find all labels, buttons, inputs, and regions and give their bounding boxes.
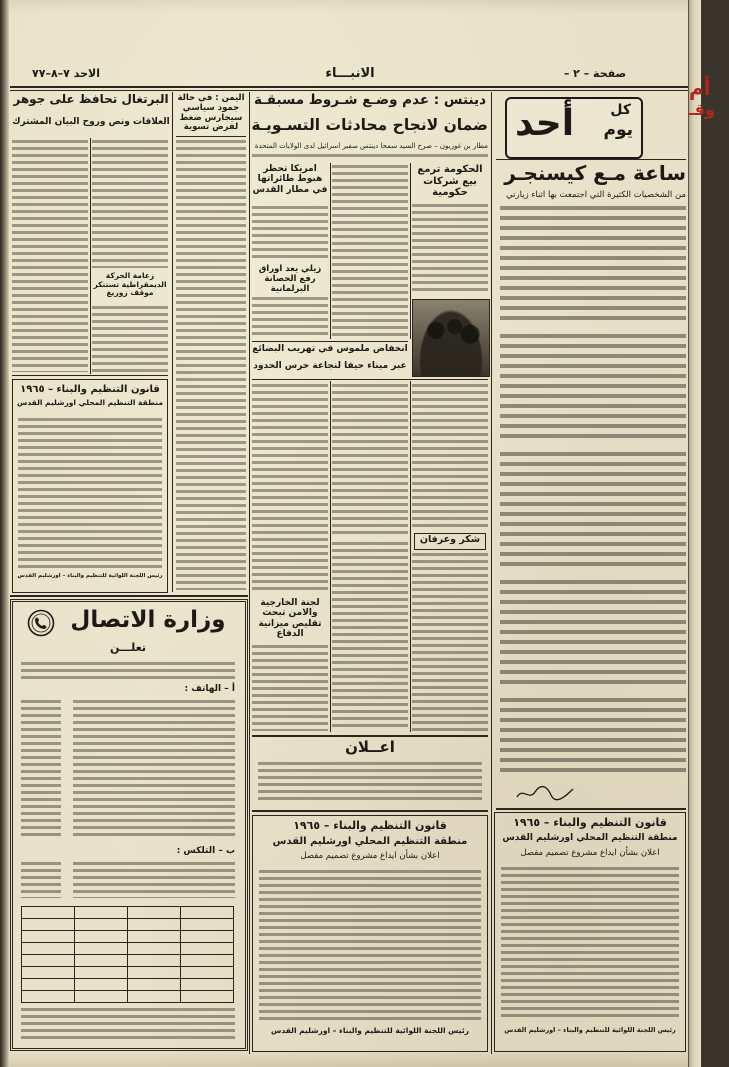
section-rule — [496, 159, 686, 160]
notice-subtitle: منطقة التنظيم المحلي اورشليم القدس — [272, 836, 468, 847]
article-body — [92, 140, 168, 268]
article-body — [500, 334, 686, 444]
column-rule — [90, 138, 91, 374]
column-rule — [172, 92, 173, 592]
section-rule — [176, 136, 246, 137]
headline: امريكا تحظر هبوط طائراتها في مطار القدس — [252, 164, 328, 195]
section-rule — [496, 808, 686, 810]
news-photo — [412, 299, 490, 377]
adjacent-page-edge — [688, 0, 715, 1067]
article-body — [252, 297, 328, 339]
ad-rate-values — [21, 862, 61, 898]
section-rule — [252, 735, 488, 737]
section-rule — [12, 375, 168, 376]
ad-closing-text — [21, 1008, 235, 1040]
notice-body — [259, 870, 481, 1020]
article-body — [500, 698, 686, 778]
article-body — [332, 165, 408, 340]
article-body — [12, 140, 88, 372]
headline: لجنة الخارجية والامن تبحث تقليص ميزانية الدفاع — [258, 598, 322, 640]
column-rule — [491, 92, 492, 1054]
planning-notice — [12, 379, 168, 593]
section-rule — [10, 595, 248, 597]
notice-subtitle: منطقة التنظيم المحلي اورشليم القدس — [16, 398, 164, 407]
notice-title: قانون التنظيم والبناء – ١٩٦٥ — [513, 816, 667, 829]
column-rule — [330, 381, 331, 732]
ad-rate-descriptions — [73, 700, 235, 840]
article-body — [92, 306, 168, 372]
section-rule — [252, 379, 488, 380]
planning-notice — [252, 815, 488, 1052]
planning-notice — [494, 812, 686, 1052]
article-body — [332, 384, 408, 534]
headline: الحكومة ترمع بيع شركات حكومية — [417, 164, 483, 198]
article-lead: مطار بن غوريون – صرح السيد سمحا دينتس سفير اسرائيل لدى الولايات المتحدة — [254, 142, 488, 150]
headline: انخفاض ملموس في تهريب البضائع — [252, 344, 408, 354]
notice-body — [18, 418, 162, 568]
logo-day: أحد — [515, 103, 575, 144]
headline: عبر ميناء حيفا لنجاعة حرس الحدود — [253, 361, 407, 371]
column-rule — [249, 92, 250, 1054]
column-rule — [410, 381, 411, 732]
notice-heading: اعلان بشأن ايداع مشروع تصميم مفصل — [520, 848, 660, 858]
article-body — [500, 452, 686, 572]
article-body — [500, 580, 686, 690]
notice-body — [501, 867, 679, 1021]
notice-subtitle: منطقة التنظيم المحلي اورشليم القدس — [502, 833, 678, 843]
header-rule — [10, 86, 688, 88]
ad-section-heading: أ – الهاتف : — [184, 684, 235, 694]
headline: البرتغال تحافظ على جوهر — [13, 92, 169, 106]
headline: دينتس : عدم وضـع شـروط مسبقـة — [253, 92, 486, 108]
ad-rate-descriptions — [73, 862, 235, 898]
article-body — [332, 542, 408, 731]
page-number: صفحة – ٢ – — [563, 67, 627, 80]
ad-subtitle: تعلـــن — [109, 641, 146, 654]
adjacent-page-fragment: أم — [689, 76, 711, 100]
ad-section-heading: ب – التلكس : — [176, 846, 235, 856]
headline: زيلي يعد اوراق رفع الحصانة البرلمانية — [258, 264, 322, 294]
ad-title: وزارة الاتصال — [70, 607, 226, 633]
weekly-column-logo — [505, 97, 643, 159]
telephone-emblem-icon — [27, 609, 55, 637]
article-body — [500, 206, 686, 326]
column-rule — [410, 163, 411, 339]
headline: العلاقات ونص وروح البيان المشترك — [12, 117, 170, 127]
notice-signature: رئيس اللجنة اللوائية للتنظيم والبناء – اورشليم القدس — [17, 573, 163, 579]
header-rule — [10, 90, 688, 91]
headline: زعامة الحركة الديمقراطية تستنكر موقف زوريغ — [93, 271, 167, 298]
section-rule — [252, 341, 408, 342]
notice-title: قانون التنظيم والبناء – ١٩٦٥ — [293, 819, 447, 832]
adjacent-page-fragment: وقـ — [689, 100, 715, 119]
announcement-body — [412, 553, 488, 731]
article-body — [412, 204, 488, 295]
author-signature — [515, 783, 575, 803]
article-body — [252, 384, 328, 594]
notice-title: قانون التنظيم والبناء – ١٩٦٥ — [20, 384, 160, 395]
headline: اليمن : في حالة جمود سياسي سيجارس ضغط لفرض تسوية — [177, 93, 245, 133]
ministry-advertisement — [10, 599, 248, 1051]
ad-rate-values — [21, 700, 61, 840]
notice-heading: اعــلان — [345, 738, 395, 756]
notice-signature: رئيس اللجنة اللوائية للتنظيم والبناء – اورشليم القدس — [504, 1026, 676, 1034]
column-rule — [330, 163, 331, 339]
article-body — [252, 154, 488, 161]
masthead: الانبـــاء — [325, 66, 375, 81]
ad-rates-table — [21, 906, 234, 1003]
article-title: ساعة مـع كيسنجـر — [504, 161, 686, 185]
logo-kicker: كل — [610, 102, 631, 118]
section-rule — [252, 810, 488, 812]
page-binding-edge — [0, 0, 9, 1067]
article-lead: من الشخصيات الكثيرة التي اجتمعت بها اثناء زيارتي — [506, 190, 686, 200]
article-body — [252, 645, 328, 731]
issue-date: الاحد ٧–٨–٧٧ — [32, 67, 100, 80]
notice-heading: اعلان بشأن ايداع مشروع تصميم مفصل — [300, 851, 440, 861]
logo-kicker: يوم — [603, 120, 633, 140]
announcement-heading-box — [414, 533, 486, 550]
article-body — [412, 384, 488, 530]
announcement-heading: شكر وعرفان — [419, 534, 481, 545]
article-body — [252, 206, 328, 262]
article-body — [176, 140, 246, 590]
notice-signature: رئيس اللجنة اللوائية للتنظيم والبناء – اورشليم القدس — [271, 1026, 469, 1035]
headline: ضمان لانجاح محادثات التسـويـة — [251, 116, 488, 134]
ad-intro-text — [21, 662, 235, 680]
notice-body — [258, 762, 482, 804]
